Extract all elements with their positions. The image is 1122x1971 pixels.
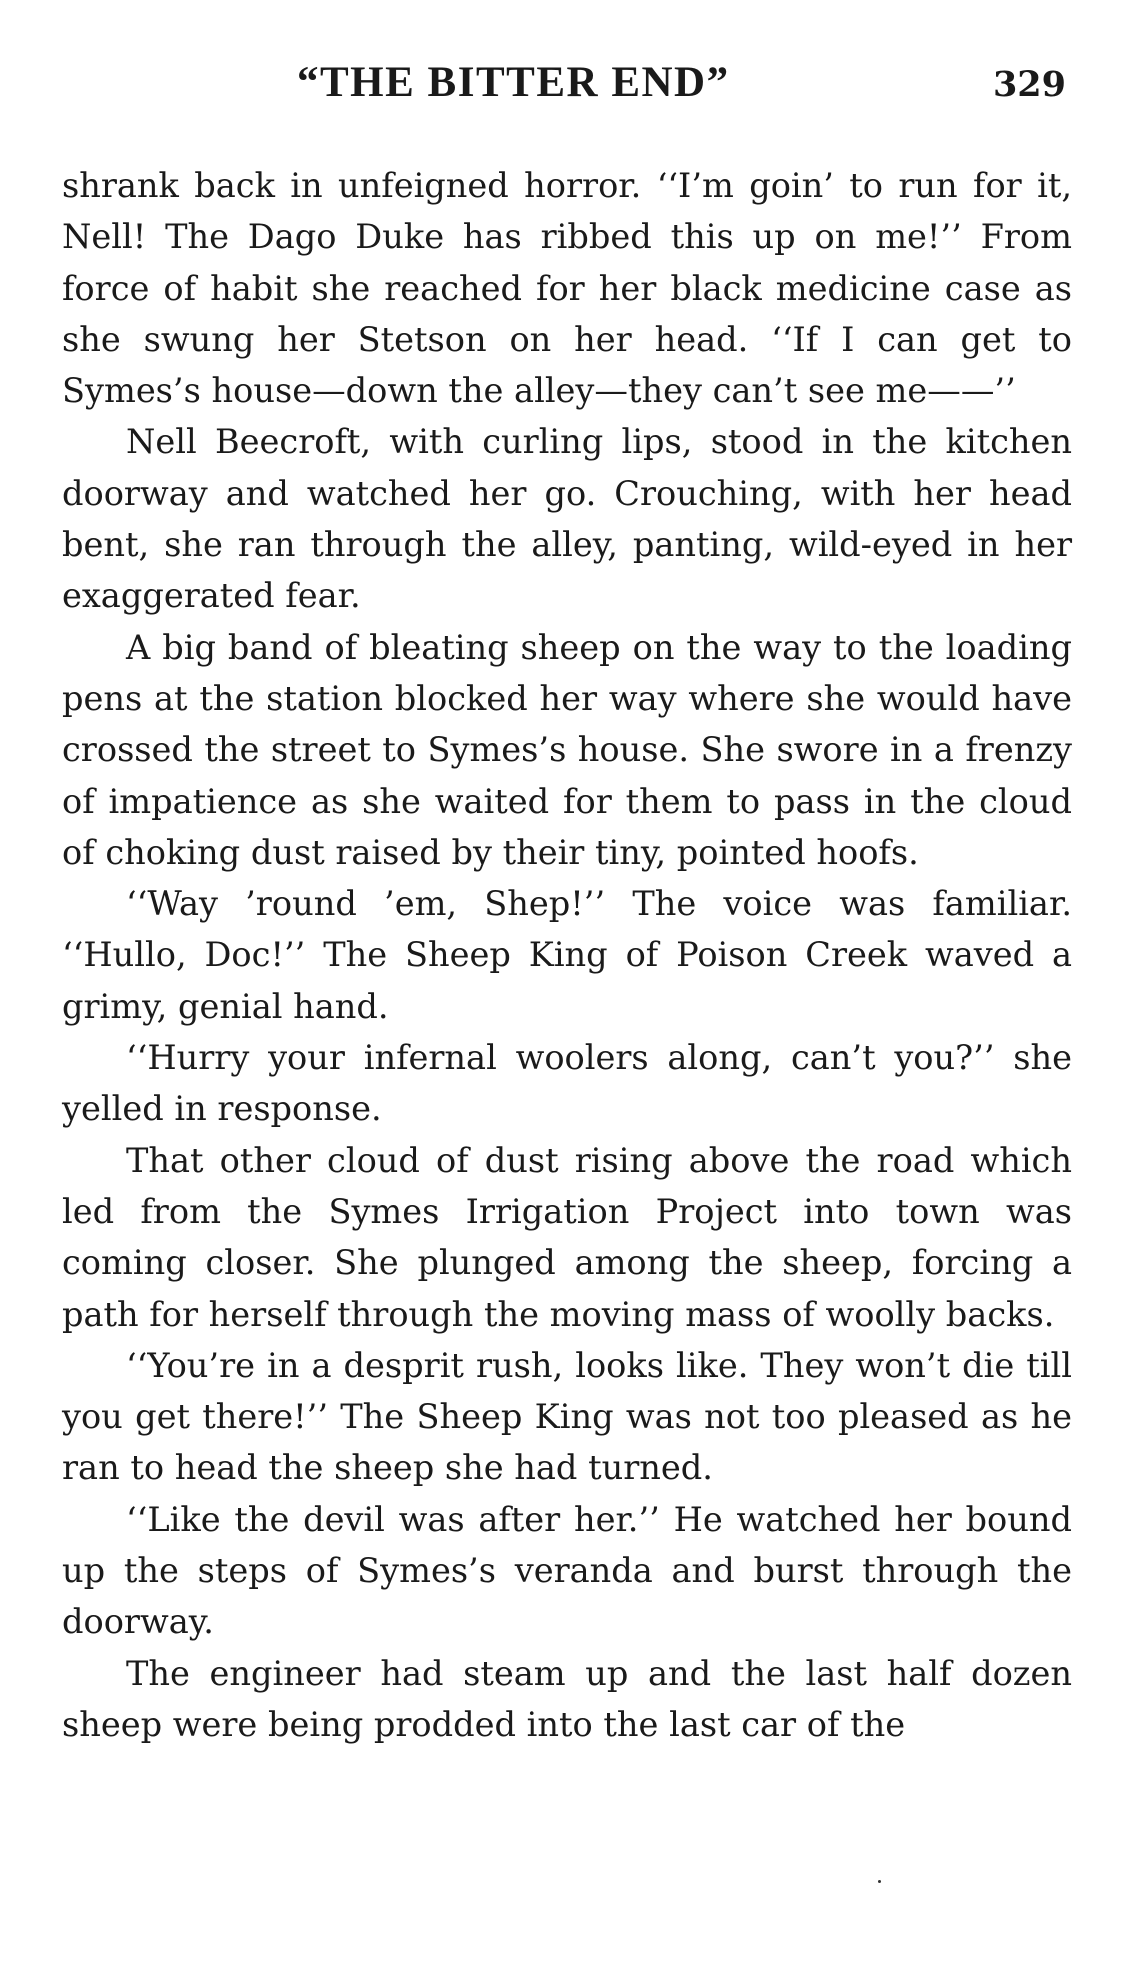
page-number: 329 xyxy=(992,64,1066,105)
paragraph: Nell Beecroft, with curling lips, stood in the kitchen doorway and watched her go. Crouching, with her head bent, she ran through the alley, panting, wild-eyed in her exaggerated fear. xyxy=(62,422,1072,616)
paragraph: The engineer had steam up and the last half dozen sheep were being prodded into the last car of the xyxy=(62,1653,1072,1744)
body-text xyxy=(62,160,1072,1750)
paragraph: ‘‘You’re in a desprit rush, looks like. They won’t die till you get there!’’ The Sheep King was not too pleased as he ran to head the sheep she had turned. xyxy=(62,1345,1072,1488)
book-page xyxy=(62,58,1072,1750)
running-header xyxy=(62,58,1072,120)
paragraph: That other cloud of dust rising above the road which led from the Symes Irrigation Project into town was coming closer. She plunged among the sheep, forcing a path for herself through the moving mass of woolly backs. xyxy=(62,1140,1072,1334)
paragraph: ‘‘Like the devil was after her.’’ He watched her bound up the steps of Symes’s veranda and burst through the doorway. xyxy=(62,1499,1072,1642)
paragraph-continued: shrank back in unfeigned horror. ‘‘I’m goin’ to run for it, Nell! The Dago Duke has ribbed this up on me!’’ From force of habit she reached for her black medicine case as she swung her Stetson on her head. ‘‘If I can get to Symes’s house—down the alley—they can’t see me——’’ xyxy=(62,166,1072,411)
running-title: “THE BITTER END” xyxy=(297,59,730,106)
paragraph: A big band of bleating sheep on the way to the loading pens at the station blocked her way where she would have crossed the street to Symes’s house. She swore in a frenzy of impatience as she waited for them to pass in the cloud of choking dust raised by their tiny, pointed hoofs. xyxy=(62,627,1072,872)
paragraph: ‘‘Way ’round ’em, Shep!’’ The voice was familiar. ‘‘Hullo, Doc!’’ The Sheep King of Poison Creek waved a grimy, genial hand. xyxy=(62,884,1072,1026)
ink-speck xyxy=(878,1880,881,1883)
paragraph: ‘‘Hurry your infernal woolers along, can’t you?’’ she yelled in response. xyxy=(62,1038,1072,1129)
